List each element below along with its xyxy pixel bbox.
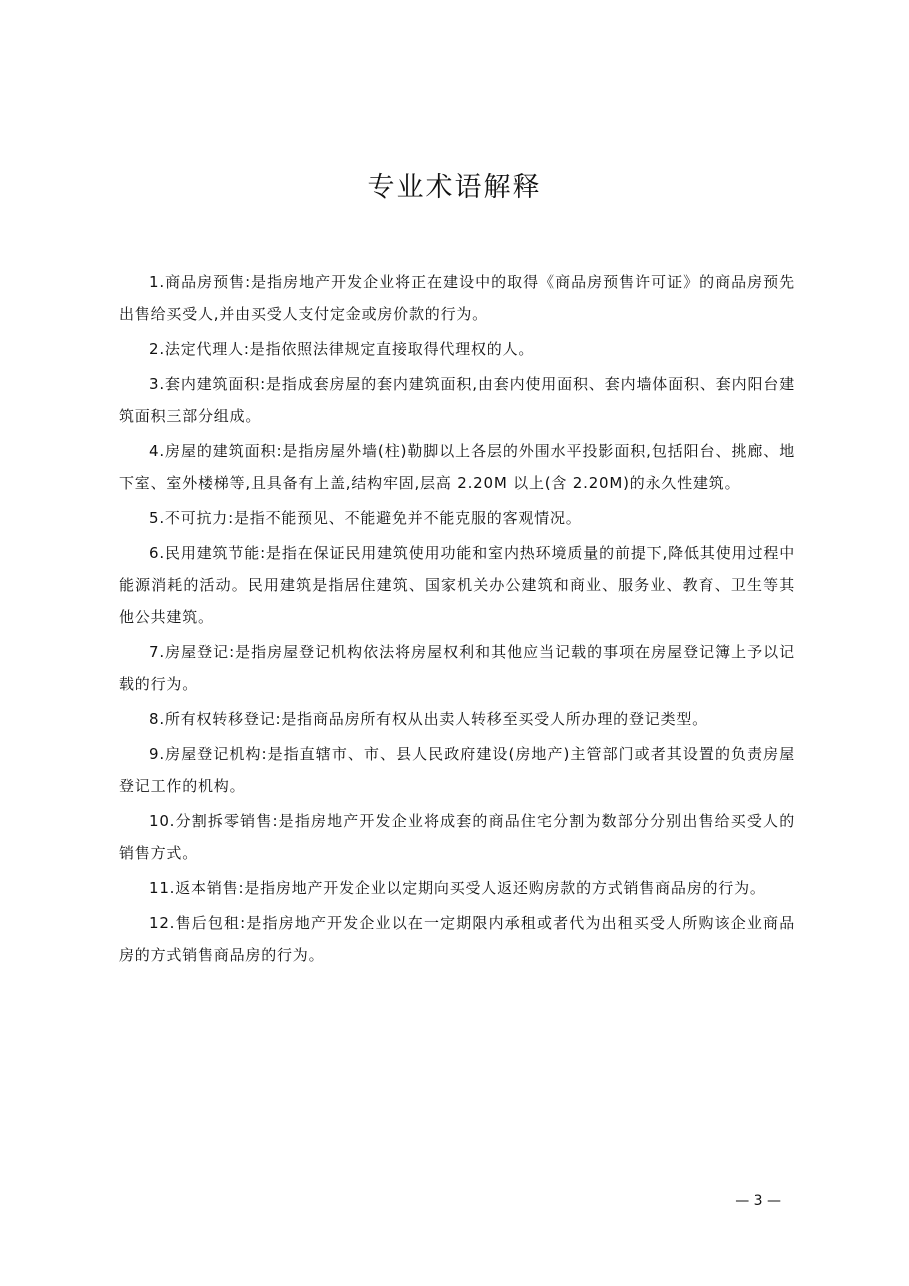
page-title: 专业术语解释: [367, 172, 542, 203]
term-1: 1.商品房预售:是指房地产开发企业将正在建设中的取得《商品房预售许可证》的商品房预先出售给买受人,并由买受人支付定金或房价款的行为。: [119, 273, 795, 323]
term-2: 2.法定代理人:是指依照法律规定直接取得代理权的人。: [149, 340, 535, 358]
term-10: 10.分割拆零销售:是指房地产开发企业将成套的商品住宅分割为数部分分别出售给买受人的销售方式。: [119, 812, 795, 862]
term-12: 12.售后包租:是指房地产开发企业以在一定期限内承租或者代为出租买受人所购该企业商品房的方式销售商品房的行为。: [119, 914, 795, 964]
term-11: 11.返本销售:是指房地产开发企业以定期向买受人返还购房款的方式销售商品房的行为。: [149, 879, 766, 897]
term-5: 5.不可抗力:是指不能预见、不能避免并不能克服的客观情况。: [149, 509, 582, 527]
term-7: 7.房屋登记:是指房屋登记机构依法将房屋权利和其他应当记载的事项在房屋登记簿上予以记载的行为。: [119, 643, 795, 693]
term-6: 6.民用建筑节能:是指在保证民用建筑使用功能和室内热环境质量的前提下,降低其使用过程中能源消耗的活动。民用建筑是指居住建筑、国家机关办公建筑和商业、服务业、教育、卫生等其他公共建筑。: [119, 544, 795, 626]
terms-list: [119, 266, 795, 974]
term-9: 9.房屋登记机构:是指直辖市、市、县人民政府建设(房地产)主管部门或者其设置的负责房屋登记工作的机构。: [119, 745, 795, 795]
term-3: 3.套内建筑面积:是指成套房屋的套内建筑面积,由套内使用面积、套内墙体面积、套内阳台建筑面积三部分组成。: [119, 375, 795, 425]
term-4: 4.房屋的建筑面积:是指房屋外墙(柱)勒脚以上各层的外围水平投影面积,包括阳台、挑廊、地下室、室外楼梯等,且具备有上盖,结构牢固,层高 2.20M 以上(含 2.20M)的永久性建筑。: [119, 442, 795, 492]
page-number: — 3 —: [735, 1193, 781, 1209]
term-8: 8.所有权转移登记:是指商品房所有权从出卖人转移至买受人所办理的登记类型。: [149, 710, 708, 728]
